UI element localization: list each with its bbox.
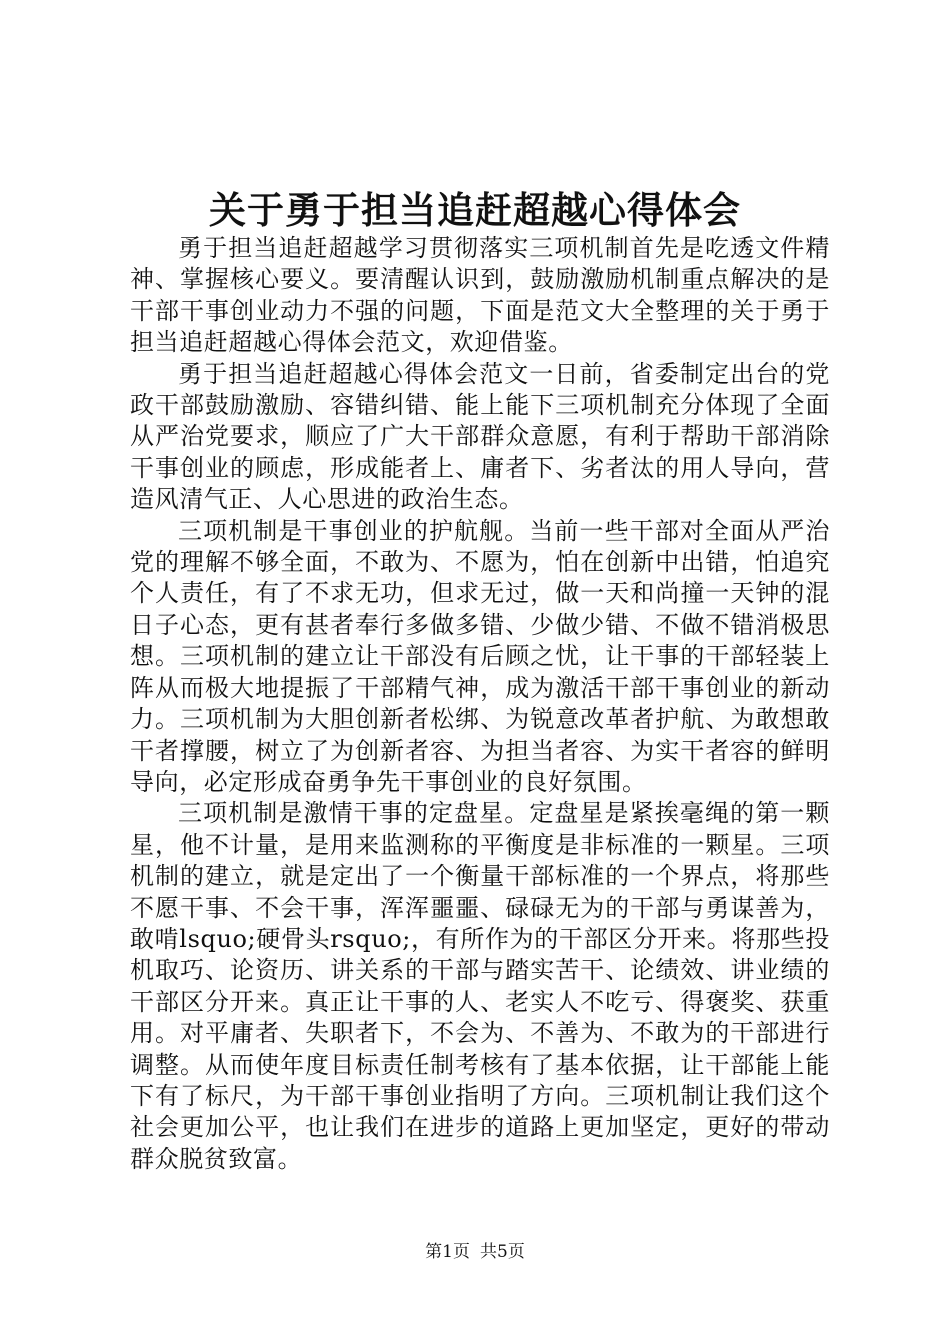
document-title: 关于勇于担当追赶超越心得体会	[209, 188, 741, 232]
paragraph-2: 勇于担当追赶超越心得体会范文一日前，省委制定出台的党政干部鼓励激励、容错纠错、能上能下三项机制充分体现了全面从严治党要求，顺应了广大干部群众意愿，有利于帮助干部消除干事创业的顾虑，形成能者上、庸者下、劣者汰的用人导向，营造风清气正、人心思进的政治生态。	[130, 359, 830, 514]
document-body	[130, 233, 830, 1175]
page-footer	[0, 1240, 950, 1264]
paragraph-1: 勇于担当追赶超越学习贯彻落实三项机制首先是吃透文件精神、掌握核心要义。要清醒认识到，鼓励激励机制重点解决的是干部干事创业动力不强的问题，下面是范文大全整理的关于勇于担当追赶超越心得体会范文，欢迎借鉴。	[130, 234, 830, 357]
page-number: 第1页	[425, 1242, 470, 1262]
paragraph-4: 三项机制是激情干事的定盘星。定盘星是紧挨毫绳的第一颗星，他不计量，是用来监测称的平衡度是非标准的一颗星。三项机制的建立，就是定出了一个衡量干部标准的一个界点，将那些不愿干事、不会干事，浑浑噩噩、碌碌无为的干部与勇谋善为，敢啃lsquo;硬骨头rsquo;，有所作为的干部区分开来。将那些投机取巧、论资历、讲关系的干部与踏实苦干、论绩效、讲业绩的干部区分开来。真正让干事的人、老实人不吃亏、得褒奖、获重用。对平庸者、失职者下，不会为、不善为、不敢为的干部进行调整。从而使年度目标责任制考核有了基本依据，让干部能上能下有了标尺，为干部干事创业指明了方向。三项机制让我们这个社会更加公平，也让我们在进步的道路上更加坚定，更好的带动群众脱贫致富。	[130, 799, 830, 1173]
paragraph-3: 三项机制是干事创业的护航舰。当前一些干部对全面从严治党的理解不够全面，不敢为、不愿为，怕在创新中出错，怕追究个人责任，有了不求无功，但求无过，做一天和尚撞一天钟的混日子心态，更有甚者奉行多做多错、少做少错、不做不错消极思想。三项机制的建立让干部没有后顾之忧，让干事的干部轻装上阵从而极大地提振了干部精气神，成为激活干部干事创业的新动力。三项机制为大胆创新者松绑、为锐意改革者护航、为敢想敢干者撑腰，树立了为创新者容、为担当者容、为实干者容的鲜明导向，必定形成奋勇争先干事创业的良好氛围。	[130, 516, 830, 796]
page-total: 共5页	[480, 1242, 525, 1262]
